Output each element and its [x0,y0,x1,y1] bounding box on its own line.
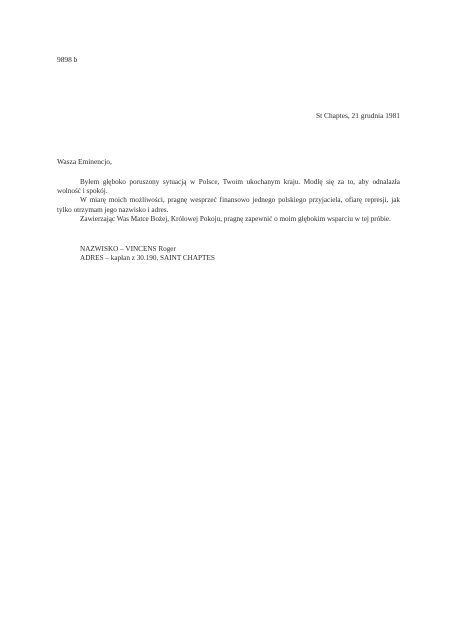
place-and-date: St Chaptes, 21 grudnia 1981 [316,111,400,120]
paragraph: Zawierzając Was Matce Bożej, Królowej Pokoju, pragnę zapewnić o moim głębokim wsparciu w tej próbie. [80,214,391,223]
paragraph: W miarę moich możliwości, pragnę wesprzeć finansowo jednego polskiego przyjaciela, ofiarę represji, jak tylko otrzymam jego nazwisko i adres. [57,196,400,214]
sender-address: ADRES – kapłan z 30.190, SAINT CHAPTES [80,254,215,263]
sender-name: NAZWISKO – VINCENS Roger [80,245,176,253]
salutation: Wasza Eminencjo, [57,157,112,166]
reference-number: 9898 b [57,55,78,64]
sender-details [80,245,380,263]
paragraph: Byłem głęboko poruszony sytuacją w Polsce, Twoim ukochanym kraju. Modlę się za to, aby odnalazła wolność i spokój. [57,178,400,196]
letter-body [57,178,400,224]
